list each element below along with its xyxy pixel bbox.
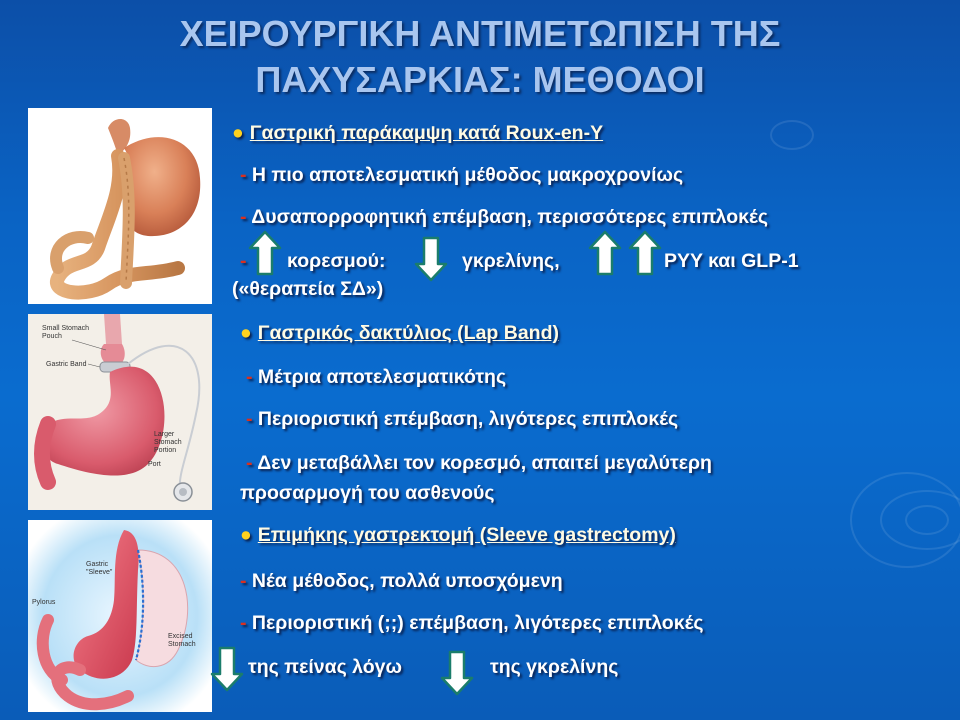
section-1-point-3-satiety: κορεσμού: xyxy=(287,250,386,272)
bullet-icon: ● xyxy=(240,322,252,344)
section-1-point-2-text: Δυσαπορροφητική επέμβαση, περισσότερες επιπλοκές xyxy=(251,206,768,228)
section-1-point-3-ghrelin: γκρελίνης, xyxy=(462,250,560,272)
section-1-point-3-line-2: («θεραπεία ΣΔ») xyxy=(232,278,384,300)
section-1-point-1-text: Η πιο αποτελεσματική μέθοδος μακροχρονίως xyxy=(251,164,684,186)
arrow-down-icon xyxy=(210,646,244,692)
slide-title-line-2: ΠΑΧΥΣΑΡΚΙΑΣ: ΜΕΘΟΔΟΙ xyxy=(255,59,705,100)
section-2-point-3-line-2: προσαρμογή του ασθενούς xyxy=(240,482,495,504)
section-3-point-1-text: Νέα μέθοδος, πολλά υποσχόμενη xyxy=(251,570,563,592)
arrow-up-icon xyxy=(588,230,622,276)
section-3-point-2 xyxy=(240,612,704,635)
sleeve-gastrectomy-illustration xyxy=(28,520,212,712)
dash-marker: - xyxy=(246,452,253,474)
section-3-point-2-text: Περιοριστική (;;) επέμβαση, λιγότερες επιπλοκές xyxy=(251,612,704,634)
section-3-heading xyxy=(240,524,676,547)
svg-text:Port: Port xyxy=(148,461,161,468)
bullet-icon: ● xyxy=(232,122,244,144)
svg-text:"Sleeve": "Sleeve" xyxy=(86,569,113,576)
dash-marker: - xyxy=(240,164,247,186)
svg-text:Larger: Larger xyxy=(154,431,175,438)
svg-text:Small Stomach: Small Stomach xyxy=(42,325,90,332)
section-2-point-1-text: Μέτρια αποτελεσματικότης xyxy=(257,366,507,388)
section-1-point-2 xyxy=(240,206,768,229)
section-1-heading-text: Γαστρική παράκαμψη κατά Roux-en-Y xyxy=(249,122,604,144)
svg-text:Gastric Band: Gastric Band xyxy=(46,361,87,368)
svg-text:Excised: Excised xyxy=(168,633,193,640)
svg-text:Stomach: Stomach xyxy=(154,439,182,446)
dash-marker: - xyxy=(240,612,247,634)
section-2-point-3 xyxy=(246,452,712,475)
section-2-point-2-text: Περιοριστική επέμβαση, λιγότερες επιπλοκές xyxy=(257,408,679,430)
arrow-up-icon xyxy=(628,230,662,276)
dash-marker: - xyxy=(246,408,253,430)
lap-band-illustration xyxy=(28,314,212,510)
section-2-point-3-text: Δεν μεταβάλλει τον κορεσμό, απαιτεί μεγαλύτερη xyxy=(257,452,712,474)
slide-title-line-1: ΧΕΙΡΟΥΡΓΙΚΗ ΑΝΤΙΜΕΤΩΠΙΣΗ ΤΗΣ xyxy=(179,13,781,54)
arrow-down-icon xyxy=(414,236,448,282)
section-3-point-1 xyxy=(240,570,563,593)
arrow-down-icon xyxy=(440,650,474,696)
svg-text:Portion: Portion xyxy=(154,447,177,454)
svg-text:Pouch: Pouch xyxy=(42,333,62,340)
section-1-heading xyxy=(232,122,603,145)
section-2-point-2 xyxy=(246,408,678,431)
dash-marker: - xyxy=(240,250,247,272)
svg-text:Gastric: Gastric xyxy=(86,561,109,568)
section-3-heading-text: Επιμήκης γαστρεκτομή (Sleeve gastrectomy) xyxy=(257,524,676,546)
dash-marker: - xyxy=(240,570,247,592)
roux-en-y-illustration xyxy=(28,108,212,304)
svg-text:Stomach: Stomach xyxy=(168,641,196,648)
section-1-point-3-pyy: PYY και GLP-1 xyxy=(664,250,799,272)
section-1-point-3-dash xyxy=(240,250,247,273)
section-2-point-1 xyxy=(246,366,506,389)
section-2-heading xyxy=(240,322,559,345)
section-3-point-3-ghrelin: της γκρελίνης xyxy=(490,656,619,678)
arrow-up-icon xyxy=(248,230,282,276)
ripple-decoration xyxy=(850,472,960,568)
ripple-decoration xyxy=(770,120,814,150)
section-3-point-3-hunger: της πείνας λόγω xyxy=(248,656,403,678)
dash-marker: - xyxy=(246,366,253,388)
section-1-point-1 xyxy=(240,164,683,187)
dash-marker: - xyxy=(240,206,247,228)
section-2-heading-text: Γαστρικός δακτύλιος (Lap Band) xyxy=(257,322,560,344)
svg-text:Pylorus: Pylorus xyxy=(32,599,56,606)
bullet-icon: ● xyxy=(240,524,252,546)
